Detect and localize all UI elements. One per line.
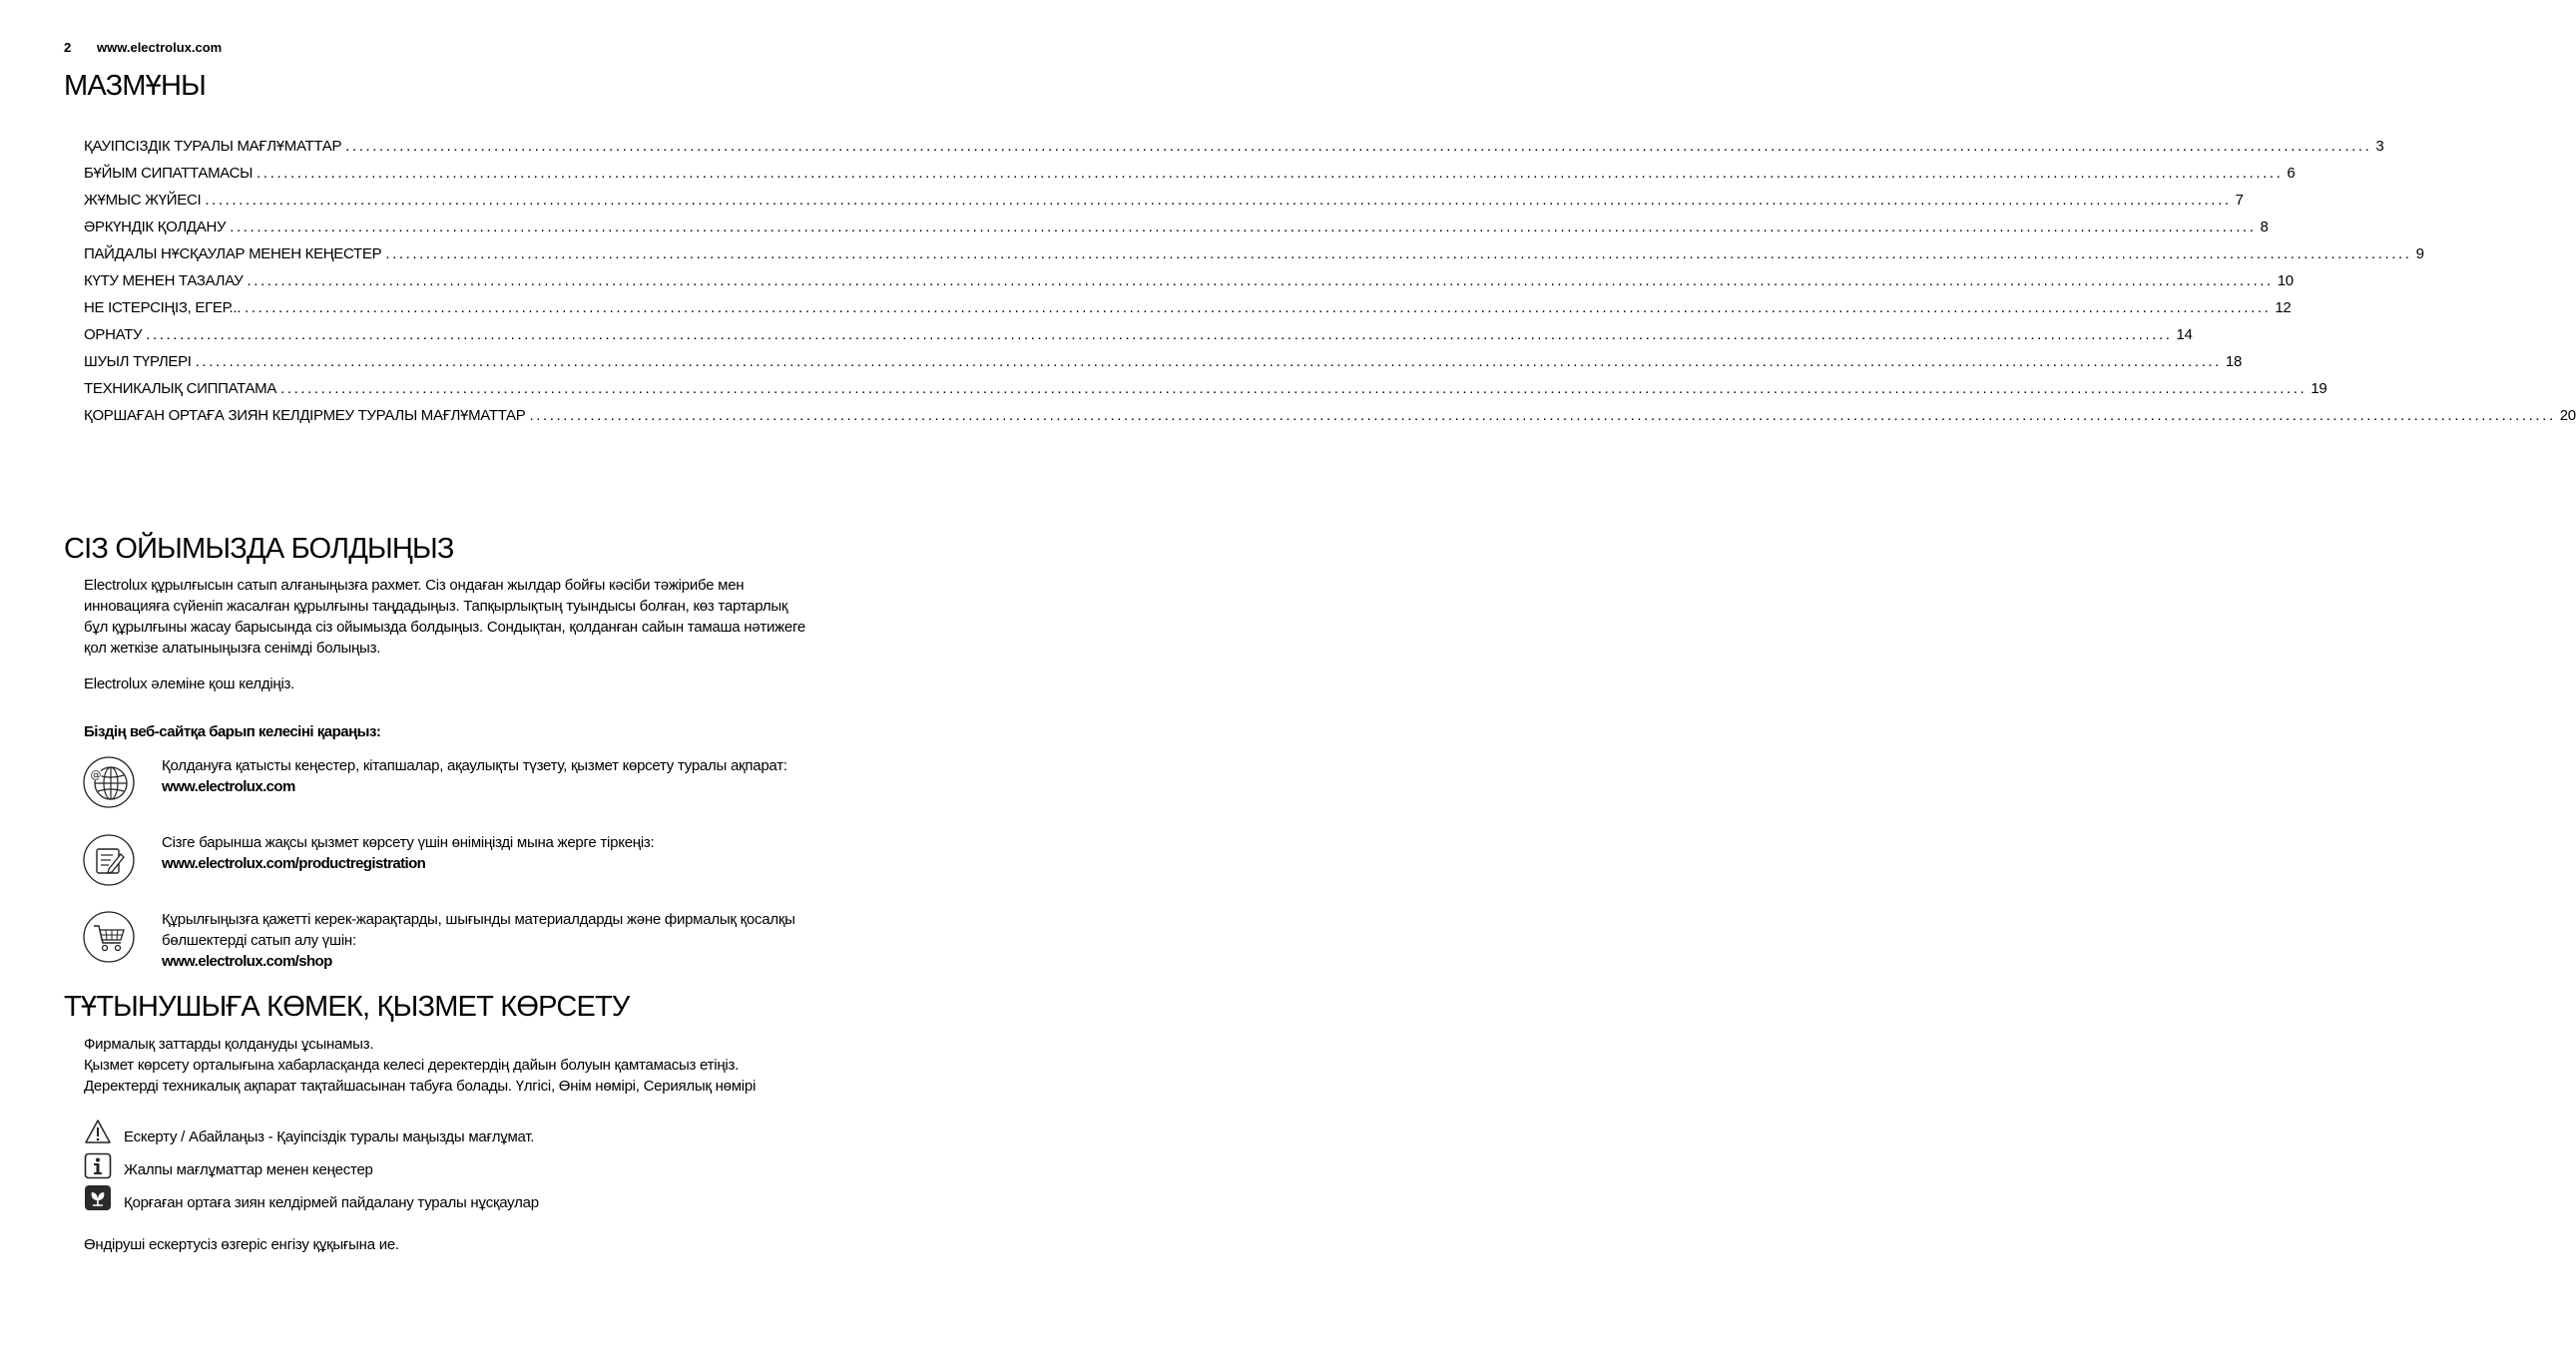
toc-item[interactable]: [84, 370, 2327, 397]
thanks-title: СІЗ ОЙЫМЫЗДА БОЛДЫҢЫЗ: [64, 533, 454, 565]
toc-leader-dots: ............................................................................................................................................................................................................................................................................................................: [247, 272, 2274, 289]
toc-item[interactable]: [84, 289, 2292, 316]
link-description: Қолдануға қатысты кеңестер, кітапшалар, ақаулықты түзету, қызмет көрсету туралы ақпарат:: [162, 757, 787, 774]
toc-item[interactable]: [84, 397, 2576, 424]
toc-item-page: 14: [2176, 326, 2193, 343]
thanks-paragraph: [84, 575, 902, 659]
table-of-contents: [84, 128, 2576, 424]
toc-item-label: КҮТУ МЕНЕН ТАЗАЛАУ: [84, 272, 244, 289]
toc-item[interactable]: [84, 209, 2269, 235]
toc-item[interactable]: [84, 262, 2294, 289]
environment-icon: [84, 1184, 112, 1212]
support-line: Деректерді техникалық ақпарат тақтайшасынан табуға болады. Үлгісі, Өнім нөмірі, Сериялық нөмірі: [84, 1078, 757, 1095]
support-line: Қызмет көрсету орталығына хабарласқанда келесі деректердің дайын болуын қамтамасыз етіңіз.: [84, 1057, 740, 1074]
shopping-cart-icon: [83, 911, 135, 963]
toc-item-label: ҚОРШАҒАН ОРТАҒА ЗИЯН КЕЛДІРМЕУ ТУРАЛЫ МАҒЛҰМАТТАР: [84, 407, 526, 424]
link-description: Сізге барынша жақсы қызмет көрсету үшін өніміңізді мына жерге тіркеңіз:: [162, 834, 655, 851]
welcome-text: Electrolux әлеміне қош келдіңіз.: [84, 675, 295, 692]
toc-leader-dots: ............................................................................................................................................................................................................................................................................................................: [245, 299, 2272, 316]
toc-item[interactable]: [84, 155, 2296, 182]
registration-link[interactable]: www.electrolux.com/productregistration: [162, 855, 426, 872]
toc-item-label: ӘРКҮНДІК ҚОЛДАНУ: [84, 219, 227, 235]
toc-item[interactable]: [84, 343, 2242, 370]
toc-item-label: ОРНАТУ: [84, 326, 143, 343]
support-paragraph: [84, 1034, 902, 1097]
toc-item[interactable]: [84, 182, 2244, 209]
toc-item-page: 3: [2375, 138, 2384, 155]
shop-link[interactable]: www.electrolux.com/shop: [162, 953, 332, 970]
footer-note: Өндіруші ескертусіз өзгеріс енгізу құқығына ие.: [84, 1236, 399, 1253]
link-row-registration: [162, 832, 880, 874]
toc-leader-dots: ............................................................................................................................................................................................................................................................................................................: [146, 326, 2173, 343]
support-title: ТҰТЫНУШЫҒА КӨМЕК, ҚЫЗМЕТ КӨРСЕТУ: [64, 991, 630, 1023]
toc-leader-dots: ............................................................................................................................................................................................................................................................................................................: [529, 407, 2556, 424]
page-number: 2: [64, 40, 72, 55]
toc-item-page: 10: [2277, 272, 2294, 289]
header-website: www.electrolux.com: [97, 40, 223, 55]
toc-item-label: ҚАУІПСІЗДІК ТУРАЛЫ МАҒЛҰМАТТАР: [84, 138, 342, 155]
toc-leader-dots: ............................................................................................................................................................................................................................................................................................................: [195, 353, 2222, 370]
registration-form-icon: [83, 834, 135, 886]
toc-leader-dots: ............................................................................................................................................................................................................................................................................................................: [345, 138, 2372, 155]
visit-heading: Біздің веб-сайтқа барып келесіні қараңыз:: [84, 723, 381, 740]
toc-item[interactable]: [84, 316, 2193, 343]
thanks-para-line: Electrolux құрылғысын сатып алғаныңызға рахмет. Сіз ондаған жылдар бойғы кәсіби тәжірибе мен: [84, 577, 745, 594]
toc-item-page: 12: [2275, 299, 2292, 316]
environment-text: Қорғаған ортаға зиян келдірмей пайдалану туралы нұсқаулар: [124, 1194, 539, 1211]
toc-item-label: ШУЫЛ ТҮРЛЕРІ: [84, 353, 192, 370]
website-link[interactable]: www.electrolux.com: [162, 778, 295, 795]
svg-text:@: @: [90, 768, 102, 781]
toc-item-page: 8: [2260, 219, 2269, 235]
toc-leader-dots: ............................................................................................................................................................................................................................................................................................................: [257, 165, 2284, 182]
toc-item-label: ПАЙДАЛЫ НҰСҚАУЛАР МЕНЕН КЕҢЕСТЕР: [84, 245, 382, 262]
info-icon: [84, 1152, 112, 1180]
info-text: Жалпы мағлұматтар менен кеңестер: [124, 1161, 373, 1178]
toc-item-page: 6: [2287, 165, 2296, 182]
toc-item-label: НЕ ІСТЕРСІҢІЗ, ЕГЕР...: [84, 299, 242, 316]
toc-item[interactable]: [84, 128, 2384, 155]
toc-item-label: БҰЙЫМ СИПАТТАМАСЫ: [84, 165, 254, 182]
toc-title: МАЗМҰНЫ: [64, 70, 206, 102]
toc-item-page: 7: [2235, 192, 2244, 209]
link-row-shop: [162, 909, 880, 972]
globe-icon: [83, 756, 135, 808]
support-line: Фирмалық заттарды қолдануды ұсынамыз.: [84, 1036, 374, 1053]
link-row-info: [162, 755, 880, 797]
toc-leader-dots: ............................................................................................................................................................................................................................................................................................................: [385, 245, 2412, 262]
toc-item[interactable]: [84, 235, 2424, 262]
toc-leader-dots: ............................................................................................................................................................................................................................................................................................................: [280, 380, 2308, 397]
thanks-para-line: бұл құрылғыны жасау барысында сіз ойымызда болдыңыз. Сондықтан, қолданған сайын тамаша нәтижеге: [84, 619, 806, 636]
link-description: бөлшектерді сатып алу үшін:: [162, 932, 356, 949]
toc-leader-dots: ............................................................................................................................................................................................................................................................................................................: [230, 219, 2257, 235]
thanks-para-line: инновацияға сүйеніп жасалған құрылғыны таңдадыңыз. Тапқырлықтың туындысы болған, көз тартарлық: [84, 598, 788, 615]
toc-item-page: 19: [2311, 380, 2327, 397]
toc-item-page: 18: [2225, 353, 2242, 370]
toc-item-page: 20: [2559, 407, 2576, 424]
toc-item-label: ТЕХНИКАЛЫҚ СИППАТАМА: [84, 380, 277, 397]
link-description: Құрылғыңызға қажетті керек-жарақтарды, шығынды материалдарды және фирмалық қосалқы: [162, 911, 795, 928]
warning-text: Ескерту / Абайлаңыз - Қауіпсіздік туралы маңызды мағлұмат.: [124, 1128, 535, 1145]
toc-item-label: ЖҰМЫС ЖҮЙЕСІ: [84, 192, 202, 209]
warning-icon: [84, 1119, 112, 1146]
thanks-para-line: қол жеткізе алатыныңызға сенімді болыңыз.: [84, 640, 381, 657]
toc-item-page: 9: [2415, 245, 2424, 262]
toc-leader-dots: ............................................................................................................................................................................................................................................................................................................: [205, 192, 2232, 209]
